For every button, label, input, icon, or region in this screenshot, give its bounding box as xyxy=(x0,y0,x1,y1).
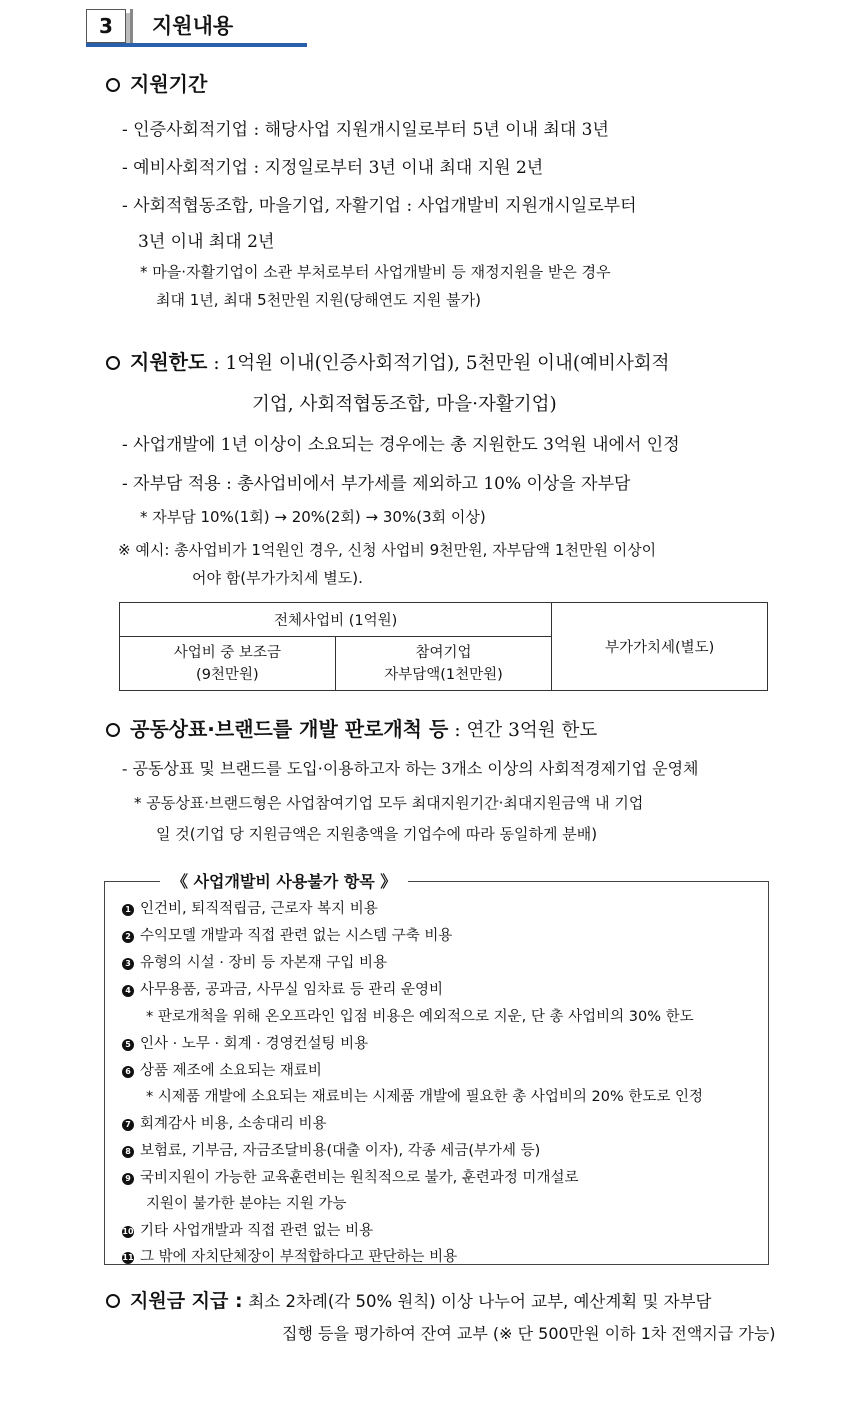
brand-heading xyxy=(106,713,597,742)
circle-bullet-icon xyxy=(106,723,120,737)
number-bullet-icon: 6 xyxy=(122,1066,134,1078)
excluded-item-11 xyxy=(122,1245,457,1266)
excluded-item-4 xyxy=(122,978,443,999)
number-bullet-icon: 9 xyxy=(122,1173,134,1185)
number-bullet-icon: 3 xyxy=(122,958,134,970)
brand-desc: : 연간 3억원 한도 xyxy=(454,720,598,741)
payment-line-1: 최소 2차례(각 50% 원칙) 이상 나누어 교부, 예산계획 및 자부담 xyxy=(248,1292,712,1311)
number-bullet-icon: 7 xyxy=(122,1119,134,1131)
brand-note-1: * 공동상표·브랜드형은 사업참여기업 모두 최대지원기간·최대지원금액 내 기업 xyxy=(134,794,644,812)
number-bullet-icon: 5 xyxy=(122,1039,134,1051)
section-number: 3 xyxy=(86,9,126,43)
brand-item: - 공동상표 및 브랜드를 도입·이용하고자 하는 3개소 이상의 사회적경제기업 운영체 xyxy=(122,759,699,778)
excluded-item-text: 기타 사업개발과 직접 관련 없는 비용 xyxy=(140,1223,374,1239)
payment-heading-text: 지원금 지급 : xyxy=(130,1290,243,1312)
excluded-item-10 xyxy=(122,1219,373,1240)
limit-example-1: ※ 예시: 총사업비가 1억원인 경우, 신청 사업비 9천만원, 자부담액 1천만원 이상이 xyxy=(118,541,657,559)
budget-subsidy-cell xyxy=(120,637,336,691)
budget-self-label: 참여기업 xyxy=(415,644,472,661)
excluded-item-text: 사무용품, 공과금, 사무실 임차료 등 관리 운영비 xyxy=(140,982,444,998)
excluded-item-2 xyxy=(122,924,452,945)
budget-subsidy-label: 사업비 중 보조금 xyxy=(173,644,281,661)
brand-note-2: 일 것(기업 당 지원금액은 지원총액을 기업수에 따라 동일하게 분배) xyxy=(156,825,598,843)
excluded-item-7 xyxy=(122,1112,327,1133)
excluded-item-text: 상품 제조에 소요되는 재료비 xyxy=(140,1063,322,1079)
excluded-item-8 xyxy=(122,1139,540,1160)
limit-desc-1: : 1억원 이내(인증사회적기업), 5천만원 이내(예비사회적 xyxy=(213,353,670,374)
excluded-item-text: 인사 · 노무 · 회계 · 경영컨설팅 비용 xyxy=(140,1036,369,1052)
excluded-item-text: 회계감사 비용, 소송대리 비용 xyxy=(140,1116,327,1132)
number-bullet-icon: 11 xyxy=(122,1253,134,1262)
brand-heading-text: 공동상표·브랜드를 개발 판로개척 등 xyxy=(130,717,449,741)
payment-line-2: 집행 등을 평가하여 잔여 교부 (※ 단 500만원 이하 1차 전액지급 가능) xyxy=(282,1324,776,1343)
number-bullet-icon: 4 xyxy=(122,985,134,997)
limit-example-2: 어야 함(부가가치세 별도). xyxy=(192,569,363,587)
circle-bullet-icon xyxy=(106,1294,120,1308)
period-heading-text: 지원기간 xyxy=(130,72,208,96)
excluded-item-1 xyxy=(122,897,378,918)
excluded-items-title: 《 사업개발비 사용불가 항목 》 xyxy=(160,869,408,892)
budget-table xyxy=(119,602,768,691)
excluded-item-6-note: * 시제품 개발에 소요되는 재료비는 시제품 개발에 필요한 총 사업비의 20% 한도로 인정 xyxy=(146,1089,704,1105)
limit-heading-text: 지원한도 xyxy=(130,350,208,374)
period-item-3-cont: 3년 이내 최대 2년 xyxy=(138,232,275,252)
limit-item-1: - 사업개발에 1년 이상이 소요되는 경우에는 총 지원한도 3억원 내에서 인정 xyxy=(122,435,680,455)
budget-self-cell xyxy=(335,637,552,691)
budget-subsidy-amount: (9천만원) xyxy=(196,666,259,683)
number-bullet-icon: 1 xyxy=(122,904,134,916)
limit-item-2: - 자부담 적용 : 총사업비에서 부가세를 제외하고 10% 이상을 자부담 xyxy=(122,474,631,494)
excluded-item-text: 수익모델 개발과 직접 관련 없는 시스템 구축 비용 xyxy=(140,928,453,944)
excluded-item-3 xyxy=(122,951,387,972)
period-heading xyxy=(106,68,207,97)
excluded-item-text: 그 밖에 자치단체장이 부적합하다고 판단하는 비용 xyxy=(140,1249,458,1265)
payment-heading xyxy=(106,1286,712,1313)
excluded-item-4-note: * 판로개척을 위해 온오프라인 입점 비용은 예외적으로 지운, 단 총 사업비의 30% 한도 xyxy=(146,1009,694,1025)
section-underline xyxy=(86,43,307,47)
excluded-item-6 xyxy=(122,1059,322,1080)
excluded-item-9-cont: 지원이 불가한 분야는 지원 가능 xyxy=(146,1196,347,1212)
period-note-2: 최대 1년, 최대 5천만원 지원(당해연도 지원 불가) xyxy=(156,291,481,309)
period-item-3: - 사회적협동조합, 마을기업, 자활기업 : 사업개발비 지원개시일로부터 xyxy=(122,196,637,216)
budget-self-amount: 자부담액(1천만원) xyxy=(384,666,503,683)
limit-desc-2: 기업, 사회적협동조합, 마을·자활기업) xyxy=(252,394,557,415)
excluded-item-text: 인건비, 퇴직적립금, 근로자 복지 비용 xyxy=(140,901,378,917)
period-item-1: - 인증사회적기업 : 해당사업 지원개시일로부터 5년 이내 최대 3년 xyxy=(122,120,609,140)
section-divider xyxy=(130,9,133,45)
number-bullet-icon: 2 xyxy=(122,931,134,943)
limit-note: * 자부담 10%(1회) → 20%(2회) → 30%(3회 이상) xyxy=(140,508,486,526)
limit-heading xyxy=(106,346,669,375)
excluded-item-text: 유형의 시설 · 장비 등 자본재 구입 비용 xyxy=(140,955,387,971)
budget-total-cell: 전체사업비 (1억원) xyxy=(120,603,552,637)
excluded-item-text: 국비지원이 가능한 교육훈련비는 원칙적으로 불가, 훈련과정 미개설로 xyxy=(140,1170,579,1186)
section-title: 지원내용 xyxy=(152,14,234,38)
number-bullet-icon: 10 xyxy=(122,1227,134,1236)
budget-vat-cell: 부가가치세(별도) xyxy=(552,603,768,691)
excluded-item-5 xyxy=(122,1032,368,1053)
period-item-2: - 예비사회적기업 : 지정일로부터 3년 이내 최대 지원 2년 xyxy=(122,158,544,178)
circle-bullet-icon xyxy=(106,356,120,370)
number-bullet-icon: 8 xyxy=(122,1146,134,1158)
circle-bullet-icon xyxy=(106,78,120,92)
period-note-1: * 마을·자활기업이 소관 부처로부터 사업개발비 등 재정지원을 받은 경우 xyxy=(140,263,611,281)
excluded-item-9 xyxy=(122,1166,578,1187)
excluded-item-text: 보험료, 기부금, 자금조달비용(대출 이자), 각종 세금(부가세 등) xyxy=(140,1143,541,1159)
